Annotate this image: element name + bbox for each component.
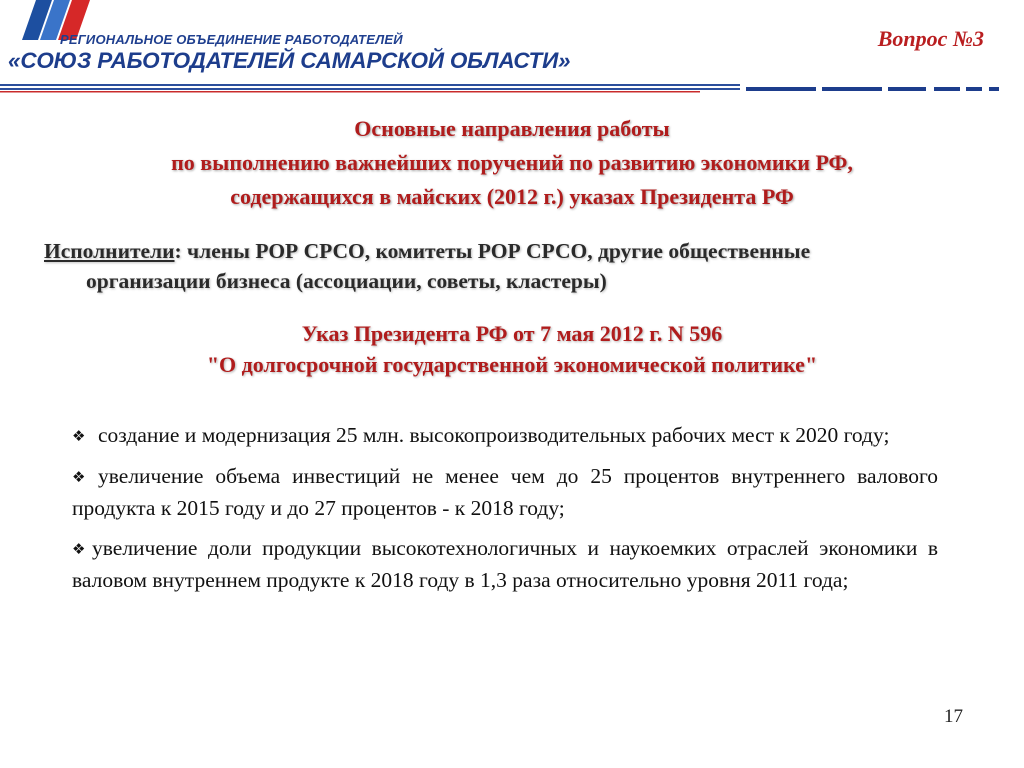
performers-label: Исполнители	[44, 239, 175, 263]
header-divider	[0, 78, 1024, 98]
diamond-bullet-icon: ❖	[72, 467, 86, 486]
list-item-text: увеличение доли продукции высокотехнологичных и наукоемких отраслей экономики в валовом внутреннем продукте к 2018 году в 1,3 раза относительно уровня 2011 года;	[72, 535, 938, 592]
list-item-text: создание и модернизация 25 млн. высокопроизводительных рабочих мест к 2020 году;	[98, 423, 890, 447]
org-subtitle: РЕГИОНАЛЬНОЕ ОБЪЕДИНЕНИЕ РАБОТОДАТЕЛЕЙ	[60, 32, 403, 47]
diamond-bullet-icon: ❖	[72, 427, 86, 445]
performers-block	[44, 236, 984, 296]
performers-text-1: : члены РОР СРСО, комитеты РОР СРСО, другие общественные	[174, 239, 811, 263]
list-item	[72, 461, 938, 525]
list-item	[72, 533, 938, 597]
org-name: «СОЮЗ РАБОТОДАТЕЛЕЙ САМАРСКОЙ ОБЛАСТИ»	[8, 48, 571, 73]
title-line-3: содержащихся в майских (2012 г.) указах Президента РФ	[230, 184, 794, 209]
diamond-bullet-icon: ❖	[72, 539, 86, 558]
question-label: Вопрос №3	[877, 26, 984, 51]
list-item	[72, 420, 938, 453]
title-line-2: по выполнению важнейших поручений по развитию экономики РФ,	[171, 150, 853, 175]
decree-line-1: Указ Президента РФ от 7 мая 2012 г. N 596	[301, 321, 723, 346]
title-line-1: Основные направления работы	[354, 116, 670, 141]
slide-title	[0, 112, 1024, 214]
performers-text-2: организации бизнеса (ассоциации, советы, кластеры)	[86, 269, 607, 293]
list-item-text: увеличение объема инвестиций не менее чем до 25 процентов внутреннего валового продукта к 2015 году и до 27 процентов - к 2018 году;	[72, 463, 938, 520]
decree-heading	[0, 318, 1024, 380]
decree-line-2: "О долгосрочной государственной экономической политике"	[206, 352, 818, 377]
goals-list	[72, 420, 938, 605]
page-number: 17	[944, 706, 963, 727]
